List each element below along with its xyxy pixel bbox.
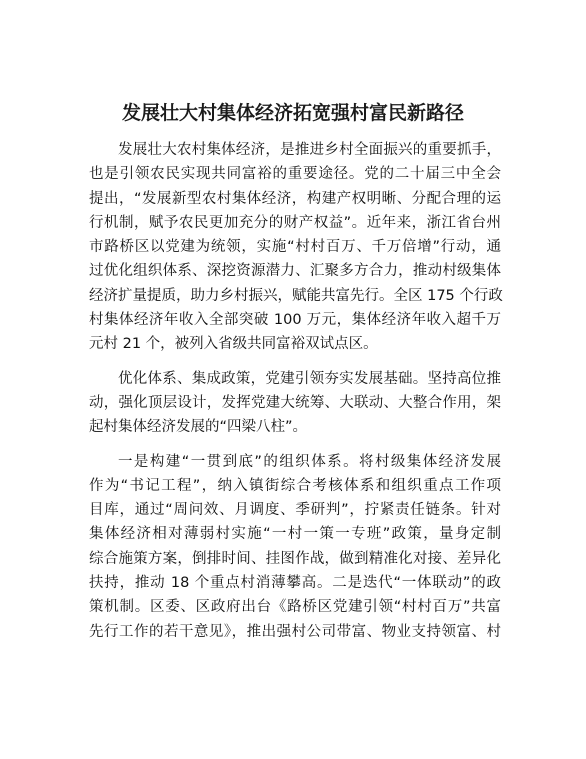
text-line: 元村 21 个，被列入省级共同富裕双试点区。	[89, 336, 378, 353]
text-line: 村集体经济年收入全部突破 100 万元，集体经济年收入超千万	[89, 312, 501, 329]
document-body	[89, 138, 501, 654]
text-line: 行机制，赋予农民更加充分的财产权益”。近年来，浙江省台州	[89, 214, 501, 231]
text-line: 也是引领农民实现共同富裕的重要途径。党的二十届三中全会	[89, 166, 501, 183]
text-line: 目库，通过“周问效、月调度、季研判”，拧紧责任链条。针对	[89, 502, 501, 519]
text-line: 经济扩量提质，助力乡村振兴，赋能共富先行。全区 175 个行政	[89, 287, 503, 304]
text-line: 策机制。区委、区政府出台《路桥区党建引领“村村百万”共富	[89, 599, 501, 616]
paragraph-2	[89, 367, 501, 440]
text-line: 过优化组织体系、深挖资源潜力、汇聚多方合力，推动村级集体	[89, 263, 501, 280]
text-line: 市路桥区以党建为统领，实施“村村百万、千万倍增”行动，通	[89, 239, 501, 256]
text-line: 动，强化顶层设计，发挥党建大统筹、大联动、大整合作用，架	[89, 394, 501, 411]
paragraph-3	[89, 450, 501, 644]
text-line: 扶持，推动 18 个重点村消薄攀高。二是迭代“一体联动”的政	[89, 575, 501, 592]
text-line: 综合施策方案，倒排时间、挂图作战，做到精准化对接、差异化	[89, 550, 501, 567]
text-line: 作为“书记工程”，纳入镇街综合考核体系和组织重点工作项	[89, 477, 501, 494]
text-line: 先行工作的若干意见》，推出强村公司带富、物业支持领富、村	[89, 623, 501, 640]
text-line: 发展壮大农村集体经济，是推进乡村全面振兴的重要抓手，	[118, 142, 501, 158]
text-line: 优化体系、集成政策，党建引领夯实发展基础。坚持高位推	[118, 370, 501, 387]
text-line: 提出，“发展新型农村集体经济，构建产权明晰、分配合理的运	[89, 190, 501, 207]
text-line: 一是构建“一贯到底”的组织体系。将村级集体经济发展	[118, 453, 501, 470]
text-line: 集体经济相对薄弱村实施“一村一策一专班”政策，量身定制	[89, 526, 501, 543]
text-line: 起村集体经济发展的“四梁八柱”。	[89, 419, 308, 436]
document-title: 发展壮大村集体经济拓宽强村富民新路径	[121, 102, 464, 124]
paragraph-1	[89, 138, 501, 357]
